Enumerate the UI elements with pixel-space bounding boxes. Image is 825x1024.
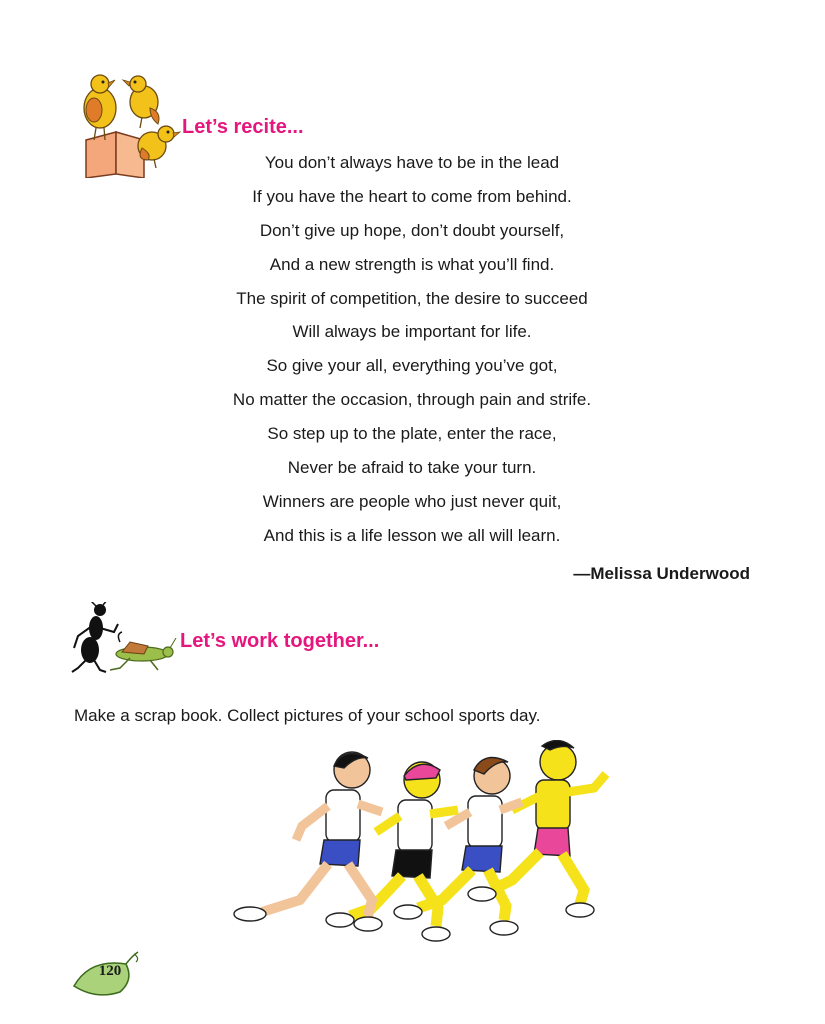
ant-grasshopper-illustration xyxy=(70,602,178,674)
poem-line: So step up to the plate, enter the race, xyxy=(267,424,557,444)
poem-author: —Melissa Underwood xyxy=(573,564,750,583)
poem-line: If you have the heart to come from behind. xyxy=(252,186,572,206)
activity-instruction: Make a scrap book. Collect pictures of your school sports day. xyxy=(74,706,541,725)
runners-illustration xyxy=(222,740,622,950)
poem-line: Winners are people who just never quit, xyxy=(262,491,562,511)
lets-work-together-heading: Let’s work together... xyxy=(180,630,380,652)
poem-line: You don’t always have to be in the lead xyxy=(264,153,560,172)
poem-line: The spirit of competition, the desire to succeed xyxy=(236,288,588,308)
poem-line: Will always be important for life. xyxy=(292,322,532,342)
poem-line: And a new strength is what you’ll find. xyxy=(269,254,555,274)
poem xyxy=(150,146,674,553)
poem-line: So give your all, everything you’ve got, xyxy=(266,356,558,376)
poem-line: Never be afraid to take your turn. xyxy=(287,458,537,478)
lets-recite-heading: Let’s recite... xyxy=(182,116,304,138)
page-number: 120 xyxy=(98,963,122,979)
poem-line: No matter the occasion, through pain and strife. xyxy=(232,390,592,410)
poem-line: And this is a life lesson we all will learn. xyxy=(263,525,561,545)
poem-line: Don’t give up hope, don’t doubt yourself, xyxy=(259,220,565,240)
